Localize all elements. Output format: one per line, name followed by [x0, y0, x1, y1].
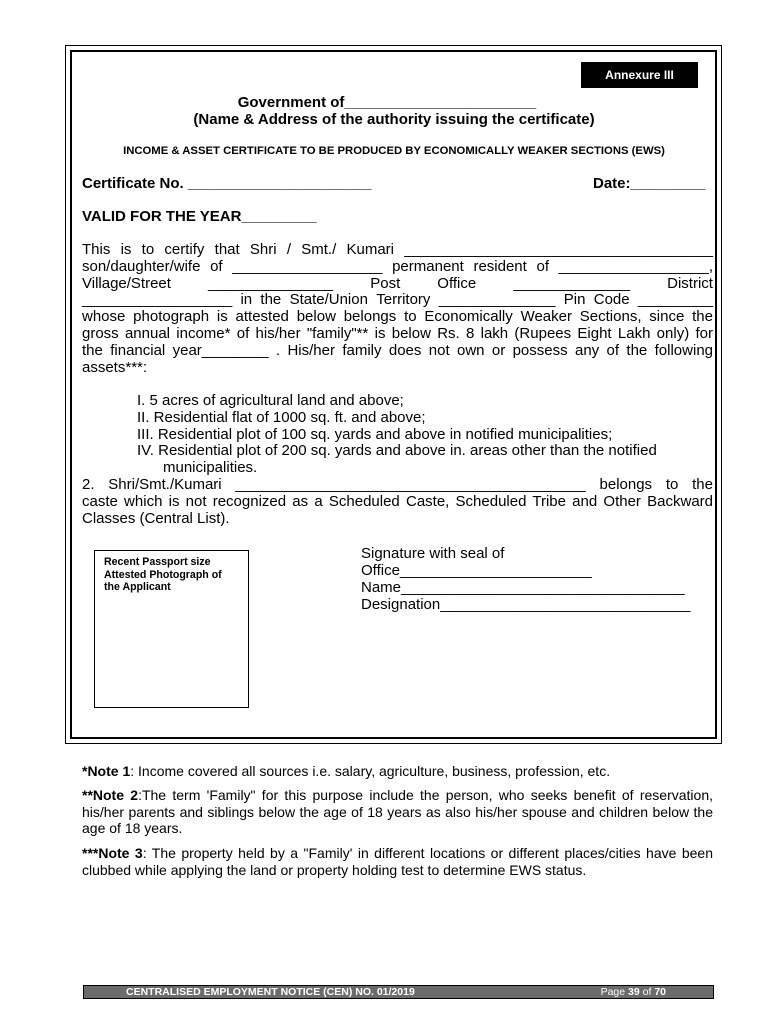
caste-line-3: Classes (Central List).: [82, 509, 230, 527]
body-line-4: __________________ in the State/Union Territory ______________ Pin Code _________: [82, 291, 713, 309]
annexure-badge: Annexure III: [581, 62, 698, 88]
list-item: municipalities.: [163, 459, 258, 477]
certificate-body: [82, 242, 713, 376]
certificate-title: INCOME & ASSET CERTIFICATE TO BE PRODUCED BY ECONOMICALLY WEAKER SECTIONS (EWS): [123, 145, 665, 157]
body-line-1: This is to certify that Shri / Smt./ Kumari _____________________________________: [82, 241, 713, 258]
footer-notice: CENTRALISED EMPLOYMENT NOTICE (CEN) NO. 01/2019: [126, 986, 415, 998]
authority-line: (Name & Address of the authority issuing the certificate): [193, 111, 595, 128]
body-line-3: Village/Street _______________ Post Office ______________ District: [82, 274, 713, 292]
list-item: III. Residential plot of 100 sq. yards and above in notified municipalities;: [137, 425, 613, 443]
note-1: *Note 1: Income covered all sources i.e. salary, agriculture, business, profession, etc.: [82, 763, 611, 779]
body-line-5: whose photograph is attested below belongs to Economically Weaker Sections, since the: [82, 308, 713, 326]
designation-line: Designation______________________________: [361, 596, 691, 613]
list-item: II. Residential flat of 1000 sq. ft. and above;: [137, 408, 426, 426]
photograph-box: [94, 550, 249, 708]
note-2: **Note 2:The term 'Family" for this purpose include the person, who seeks benefit of reservation, his/her parents and siblings below the age of 18 years as also his/her spouse and children below the age of 18 years.: [82, 787, 713, 836]
asset-list: [137, 393, 657, 477]
government-line: Government of_______________________: [237, 94, 537, 111]
caste-paragraph: [82, 477, 713, 527]
office-line: Office_______________________: [361, 562, 592, 579]
body-line-8: assets***:: [82, 358, 148, 376]
signature-block: [361, 545, 691, 613]
caste-line-2: caste which is not recognized as a Scheduled Caste, Scheduled Tribe and Other Backward: [82, 492, 713, 510]
body-line-6: gross annual income* of his/her "family"** is below Rs. 8 lakh (Rupees Eight Lakh only) for: [82, 324, 713, 342]
photograph-label: Recent Passport size Attested Photograph of the Applicant: [104, 556, 222, 593]
list-item: I. 5 acres of agricultural land and above;: [137, 392, 404, 409]
signature-line: Signature with seal of: [361, 545, 505, 562]
date-field: Date:_________: [593, 175, 706, 192]
note-3: ***Note 3: The property held by a "Family' in different locations or different places/cities have been clubbed while applying the land or property holding test to determine EWS status.: [82, 845, 713, 878]
caste-line-1: 2. Shri/Smt./Kumari __________________________________________ belongs to the: [82, 476, 713, 493]
page-number: Page 39 of 70: [600, 986, 666, 998]
page-footer: [83, 985, 714, 999]
body-line-2: son/daughter/wife of __________________ permanent resident of __________________,: [82, 257, 713, 275]
valid-for-year: VALID FOR THE YEAR_________: [82, 208, 317, 225]
name-line: Name__________________________________: [361, 579, 685, 596]
certificate-number: Certificate No. ______________________: [82, 175, 372, 192]
body-line-7: the financial year________ . His/her family does not own or possess any of the following: [82, 341, 713, 359]
list-item: IV. Residential plot of 200 sq. yards and above in. areas other than the notified: [137, 442, 657, 460]
